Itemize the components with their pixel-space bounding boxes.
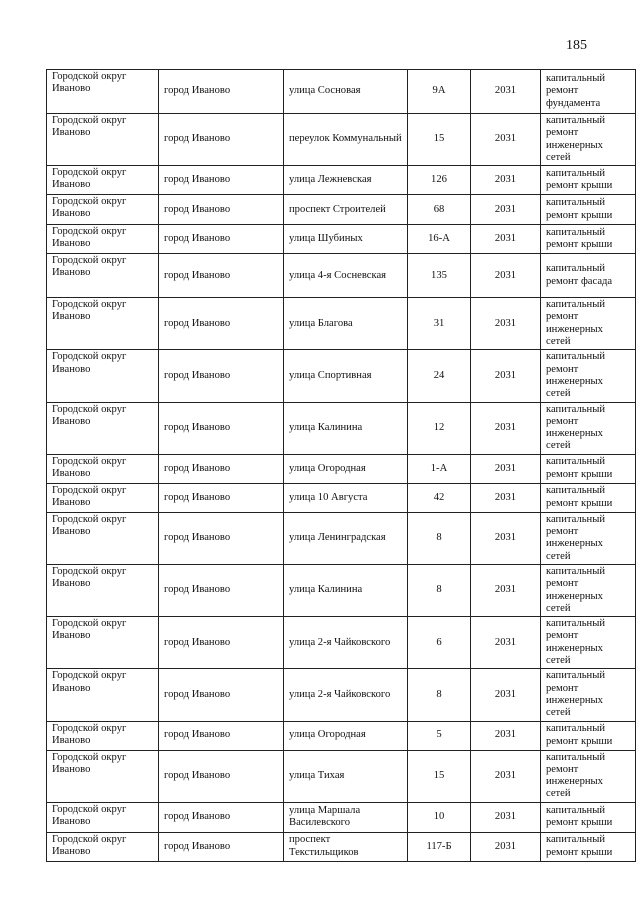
street-cell: улица Маршала Василевского <box>284 802 408 832</box>
house-number-cell: 31 <box>408 298 471 350</box>
house-number-cell: 126 <box>408 166 471 195</box>
table-row <box>47 298 636 350</box>
work-type-cell: капитальный ремонт инженерных сетей <box>541 350 636 402</box>
city-cell: город Иваново <box>159 166 284 195</box>
district-cell: Городской округ Иваново <box>47 114 159 166</box>
work-type-cell: капитальный ремонт инженерных сетей <box>541 669 636 721</box>
year-cell: 2031 <box>471 454 541 483</box>
city-cell: город Иваново <box>159 254 284 298</box>
street-cell: улица Сосновая <box>284 70 408 114</box>
district-cell: Городской округ Иваново <box>47 483 159 512</box>
year-cell: 2031 <box>471 750 541 802</box>
city-cell: город Иваново <box>159 617 284 669</box>
street-cell: улица Калинина <box>284 402 408 454</box>
district-cell: Городской округ Иваново <box>47 832 159 861</box>
district-cell: Городской округ Иваново <box>47 298 159 350</box>
work-type-cell: капитальный ремонт инженерных сетей <box>541 512 636 564</box>
year-cell: 2031 <box>471 166 541 195</box>
year-cell: 2031 <box>471 114 541 166</box>
work-type-cell: капитальный ремонт крыши <box>541 166 636 195</box>
house-number-cell: 16-А <box>408 225 471 254</box>
work-type-cell: капитальный ремонт инженерных сетей <box>541 617 636 669</box>
district-cell: Городской округ Иваново <box>47 225 159 254</box>
street-cell: улица Благова <box>284 298 408 350</box>
table-row <box>47 225 636 254</box>
table-row <box>47 454 636 483</box>
house-number-cell: 1-А <box>408 454 471 483</box>
year-cell: 2031 <box>471 402 541 454</box>
year-cell: 2031 <box>471 669 541 721</box>
city-cell: город Иваново <box>159 669 284 721</box>
house-number-cell: 24 <box>408 350 471 402</box>
work-type-cell: капитальный ремонт крыши <box>541 721 636 750</box>
district-cell: Городской округ Иваново <box>47 512 159 564</box>
city-cell: город Иваново <box>159 298 284 350</box>
year-cell: 2031 <box>471 195 541 225</box>
city-cell: город Иваново <box>159 483 284 512</box>
work-type-cell: капитальный ремонт инженерных сетей <box>541 114 636 166</box>
year-cell: 2031 <box>471 802 541 832</box>
district-cell: Городской округ Иваново <box>47 166 159 195</box>
table-row <box>47 832 636 861</box>
year-cell: 2031 <box>471 254 541 298</box>
street-cell: улица Шубиных <box>284 225 408 254</box>
table-row <box>47 114 636 166</box>
year-cell: 2031 <box>471 483 541 512</box>
work-type-cell: капитальный ремонт инженерных сетей <box>541 298 636 350</box>
work-type-cell: капитальный ремонт крыши <box>541 454 636 483</box>
street-cell: улица Калинина <box>284 564 408 616</box>
work-type-cell: капитальный ремонт крыши <box>541 832 636 861</box>
district-cell: Городской округ Иваново <box>47 402 159 454</box>
district-cell: Городской округ Иваново <box>47 254 159 298</box>
repair-schedule-table <box>46 69 636 862</box>
street-cell: улица 2-я Чайковского <box>284 617 408 669</box>
street-cell: улица 2-я Чайковского <box>284 669 408 721</box>
work-type-cell: капитальный ремонт крыши <box>541 195 636 225</box>
table-row <box>47 617 636 669</box>
district-cell: Городской округ Иваново <box>47 721 159 750</box>
street-cell: переулок Коммунальный <box>284 114 408 166</box>
table-row <box>47 669 636 721</box>
year-cell: 2031 <box>471 564 541 616</box>
table-row <box>47 254 636 298</box>
district-cell: Городской округ Иваново <box>47 617 159 669</box>
table-row <box>47 350 636 402</box>
work-type-cell: капитальный ремонт инженерных сетей <box>541 750 636 802</box>
table-row <box>47 750 636 802</box>
house-number-cell: 15 <box>408 114 471 166</box>
table-row <box>47 721 636 750</box>
work-type-cell: капитальный ремонт крыши <box>541 483 636 512</box>
street-cell: улица Ленинградская <box>284 512 408 564</box>
house-number-cell: 8 <box>408 669 471 721</box>
house-number-cell: 6 <box>408 617 471 669</box>
work-type-cell: капитальный ремонт фундамента <box>541 70 636 114</box>
year-cell: 2031 <box>471 225 541 254</box>
district-cell: Городской округ Иваново <box>47 350 159 402</box>
house-number-cell: 9А <box>408 70 471 114</box>
district-cell: Городской округ Иваново <box>47 750 159 802</box>
street-cell: улица 10 Августа <box>284 483 408 512</box>
year-cell: 2031 <box>471 721 541 750</box>
street-cell: проспект Строителей <box>284 195 408 225</box>
street-cell: улица Огородная <box>284 454 408 483</box>
year-cell: 2031 <box>471 70 541 114</box>
city-cell: город Иваново <box>159 114 284 166</box>
district-cell: Городской округ Иваново <box>47 70 159 114</box>
city-cell: город Иваново <box>159 195 284 225</box>
table-row <box>47 483 636 512</box>
district-cell: Городской округ Иваново <box>47 802 159 832</box>
work-type-cell: капитальный ремонт крыши <box>541 802 636 832</box>
street-cell: улица Тихая <box>284 750 408 802</box>
city-cell: город Иваново <box>159 721 284 750</box>
table-row <box>47 195 636 225</box>
district-cell: Городской округ Иваново <box>47 669 159 721</box>
street-cell: улица Спортивная <box>284 350 408 402</box>
city-cell: город Иваново <box>159 225 284 254</box>
year-cell: 2031 <box>471 298 541 350</box>
page-number: 185 <box>566 38 587 53</box>
street-cell: улица Огородная <box>284 721 408 750</box>
city-cell: город Иваново <box>159 564 284 616</box>
district-cell: Городской округ Иваново <box>47 564 159 616</box>
table-row <box>47 564 636 616</box>
house-number-cell: 15 <box>408 750 471 802</box>
city-cell: город Иваново <box>159 70 284 114</box>
city-cell: город Иваново <box>159 802 284 832</box>
house-number-cell: 117-Б <box>408 832 471 861</box>
table-row <box>47 70 636 114</box>
table-row <box>47 402 636 454</box>
work-type-cell: капитальный ремонт инженерных сетей <box>541 402 636 454</box>
city-cell: город Иваново <box>159 402 284 454</box>
house-number-cell: 42 <box>408 483 471 512</box>
district-cell: Городской округ Иваново <box>47 195 159 225</box>
work-type-cell: капитальный ремонт крыши <box>541 225 636 254</box>
city-cell: город Иваново <box>159 750 284 802</box>
street-cell: улица Лежневская <box>284 166 408 195</box>
city-cell: город Иваново <box>159 454 284 483</box>
street-cell: проспект Текстильщиков <box>284 832 408 861</box>
work-type-cell: капитальный ремонт фасада <box>541 254 636 298</box>
district-cell: Городской округ Иваново <box>47 454 159 483</box>
house-number-cell: 12 <box>408 402 471 454</box>
year-cell: 2031 <box>471 350 541 402</box>
house-number-cell: 135 <box>408 254 471 298</box>
city-cell: город Иваново <box>159 512 284 564</box>
year-cell: 2031 <box>471 617 541 669</box>
house-number-cell: 68 <box>408 195 471 225</box>
house-number-cell: 5 <box>408 721 471 750</box>
house-number-cell: 8 <box>408 564 471 616</box>
city-cell: город Иваново <box>159 832 284 861</box>
year-cell: 2031 <box>471 512 541 564</box>
street-cell: улица 4-я Сосневская <box>284 254 408 298</box>
city-cell: город Иваново <box>159 350 284 402</box>
house-number-cell: 8 <box>408 512 471 564</box>
table-row <box>47 166 636 195</box>
table-row <box>47 802 636 832</box>
work-type-cell: капитальный ремонт инженерных сетей <box>541 564 636 616</box>
year-cell: 2031 <box>471 832 541 861</box>
table-row <box>47 512 636 564</box>
house-number-cell: 10 <box>408 802 471 832</box>
